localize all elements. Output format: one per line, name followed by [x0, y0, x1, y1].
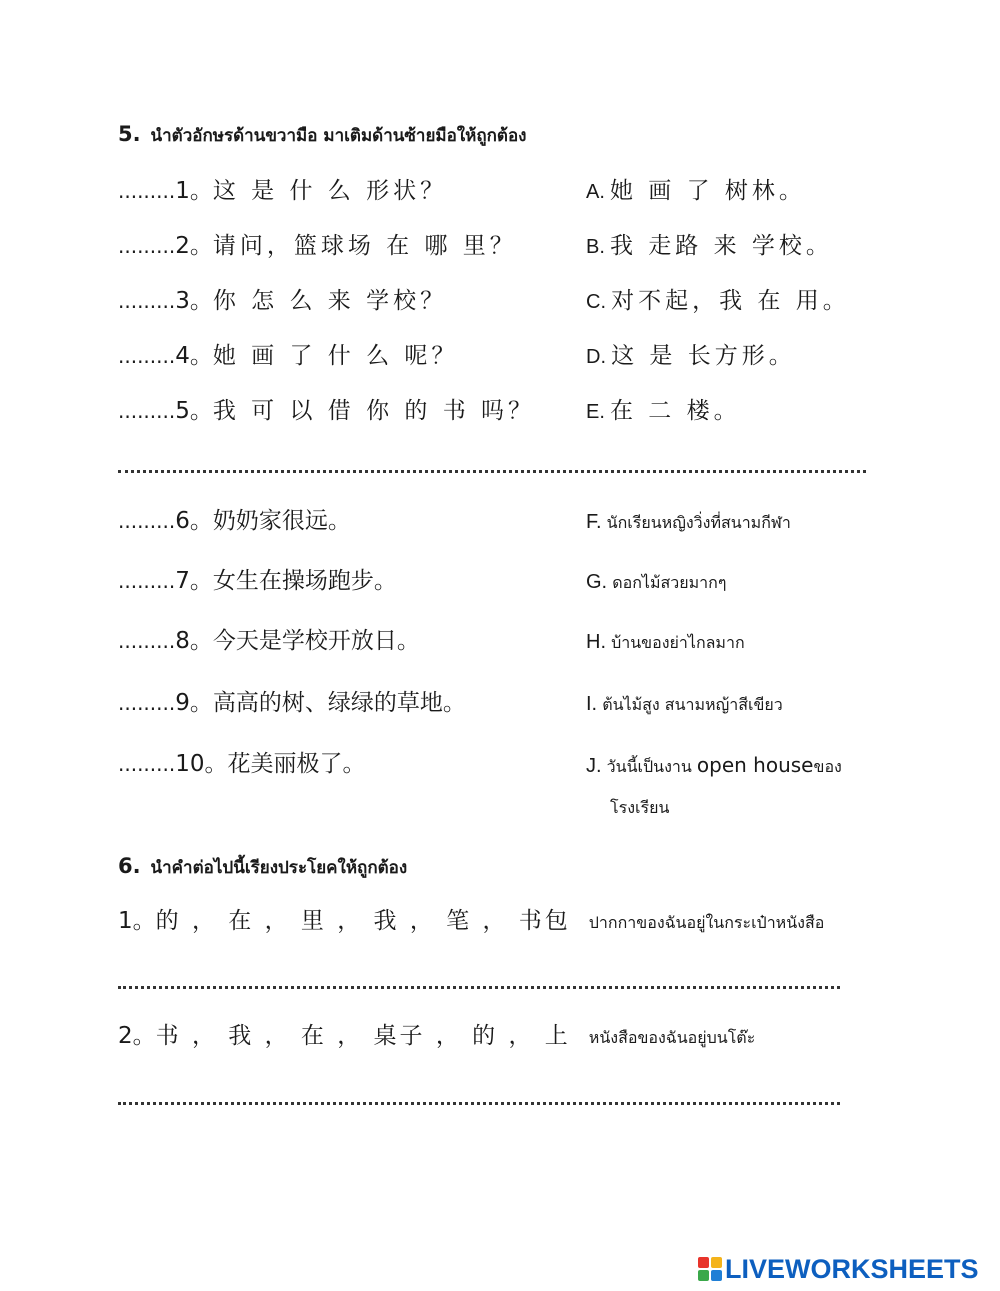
answer-letter: C. [586, 291, 606, 313]
answer-text: 我 走路 来 学校。 [610, 233, 833, 259]
word-tokens: 书 ， 我 ， 在 ， 桌子 ， 的 ， 上 [155, 1023, 571, 1049]
answer-option [586, 750, 842, 782]
answer-blank[interactable]: ......... [118, 179, 176, 203]
question-row [118, 749, 366, 779]
answer-option [586, 176, 806, 208]
question-text: 今天是学校开放日。 [212, 628, 420, 654]
question-number: 8。 [175, 628, 213, 654]
question-text: 这 是 什 么 形状？ [212, 178, 448, 204]
question-text: 奶奶家很远。 [212, 508, 351, 534]
answer-line[interactable] [118, 982, 840, 989]
answer-option [586, 341, 796, 373]
question-text: 她 画 了 什 么 呢？ [212, 343, 459, 369]
question-row [118, 231, 517, 261]
question-number: 7。 [175, 568, 213, 594]
answer-text: ต้นไม้สูง สนามหญ้าสีเขียว [602, 695, 783, 714]
question-text: 花美丽极了。 [227, 751, 366, 777]
thai-hint: ปากกาของฉันอยู่ในกระเป๋าหนังสือ [588, 913, 825, 932]
answer-text: บ้านของย่าไกลมาก [611, 633, 745, 652]
answer-option [586, 567, 726, 598]
question-number: 1。 [175, 178, 213, 204]
reorder-item [118, 906, 824, 938]
question-row [118, 688, 466, 718]
thai-hint: หนังสือของฉันอยู่บนโต๊ะ [588, 1028, 756, 1047]
reorder-item [118, 1021, 755, 1053]
section-5-heading [118, 122, 526, 149]
answer-blank[interactable]: ......... [118, 509, 176, 533]
question-row [118, 506, 351, 536]
answer-text-english: open house [696, 753, 814, 777]
answer-text: 在 二 楼。 [610, 398, 741, 424]
question-row [118, 626, 420, 656]
answer-option [586, 627, 745, 658]
item-number: 1。 [118, 908, 156, 934]
question-text: 请问，篮球场 在 哪 里？ [212, 233, 517, 259]
question-number: 5。 [175, 398, 213, 424]
answer-text-continuation: โรงเรียน [610, 798, 670, 817]
answer-blank[interactable]: ......... [118, 344, 176, 368]
logo-mark-icon [698, 1257, 722, 1281]
answer-line[interactable] [118, 1098, 840, 1105]
question-number: 3。 [175, 288, 213, 314]
answer-blank[interactable]: ......... [118, 234, 176, 258]
answer-option [586, 689, 783, 720]
liveworksheets-logo [698, 1254, 979, 1284]
answer-blank[interactable]: ......... [118, 569, 176, 593]
logo-square [698, 1270, 709, 1281]
answer-letter: D. [586, 346, 606, 368]
answer-text: วันนี้เป็นงาน [606, 757, 692, 776]
question-row [118, 286, 447, 316]
question-row [118, 396, 535, 426]
question-number: 4。 [175, 343, 213, 369]
question-row [118, 176, 447, 206]
answer-blank[interactable]: ......... [118, 629, 176, 653]
answer-letter: H. [586, 631, 606, 653]
answer-letter: J. [586, 755, 602, 777]
question-row [118, 341, 458, 371]
section-number: 6. [118, 854, 141, 878]
answer-letter: B. [586, 236, 605, 258]
dotted-separator [118, 466, 866, 473]
section-number: 5. [118, 122, 141, 146]
question-text: 我 可 以 借 你 的 书 吗？ [212, 398, 536, 424]
section-title: นำคำต่อไปนี้เรียงประโยคให้ถูกต้อง [150, 858, 408, 878]
answer-blank[interactable]: ......... [118, 691, 176, 715]
answer-text: ของ [813, 757, 842, 776]
question-number: 10。 [175, 751, 228, 777]
answer-letter: E. [586, 401, 605, 423]
answer-letter: I. [586, 693, 598, 715]
section-6-heading [118, 854, 407, 881]
answer-letter: A. [586, 181, 605, 203]
answer-option [586, 396, 741, 428]
answer-option [586, 507, 791, 538]
answer-blank[interactable]: ......... [118, 399, 176, 423]
question-text: 你 怎 么 来 学校？ [212, 288, 448, 314]
answer-blank[interactable]: ......... [118, 752, 176, 776]
answer-letter: F. [586, 511, 602, 533]
answer-option [586, 231, 833, 263]
question-text: 女生在操场跑步。 [212, 568, 397, 594]
question-row [118, 566, 397, 596]
answer-text: 她 画 了 树林。 [610, 178, 806, 204]
logo-square [698, 1257, 709, 1268]
word-tokens: 的 ， 在 ， 里 ， 我 ， 笔 ， 书包 [155, 908, 571, 934]
question-number: 6。 [175, 508, 213, 534]
question-text: 高高的树、绿绿的草地。 [212, 690, 466, 716]
answer-letter: G. [586, 571, 608, 593]
answer-text: นักเรียนหญิงวิ่งที่สนามกีฬา [606, 513, 791, 532]
answer-text: 对不起，我 在 用。 [611, 288, 850, 314]
logo-square [711, 1270, 722, 1281]
answer-text: ดอกไม้สวยมากๆ [612, 573, 727, 592]
answer-text: 这 是 长方形。 [611, 343, 796, 369]
section-title: นำตัวอักษรด้านขวามือ มาเติมด้านซ้ายมือให้ถูกต้อง [150, 126, 527, 146]
item-number: 2。 [118, 1023, 156, 1049]
question-number: 2。 [175, 233, 213, 259]
logo-square [711, 1257, 722, 1268]
logo-text: LIVEWORKSHEETS [725, 1253, 979, 1284]
answer-blank[interactable]: ......... [118, 289, 176, 313]
answer-option [586, 286, 850, 318]
question-number: 9。 [175, 690, 213, 716]
